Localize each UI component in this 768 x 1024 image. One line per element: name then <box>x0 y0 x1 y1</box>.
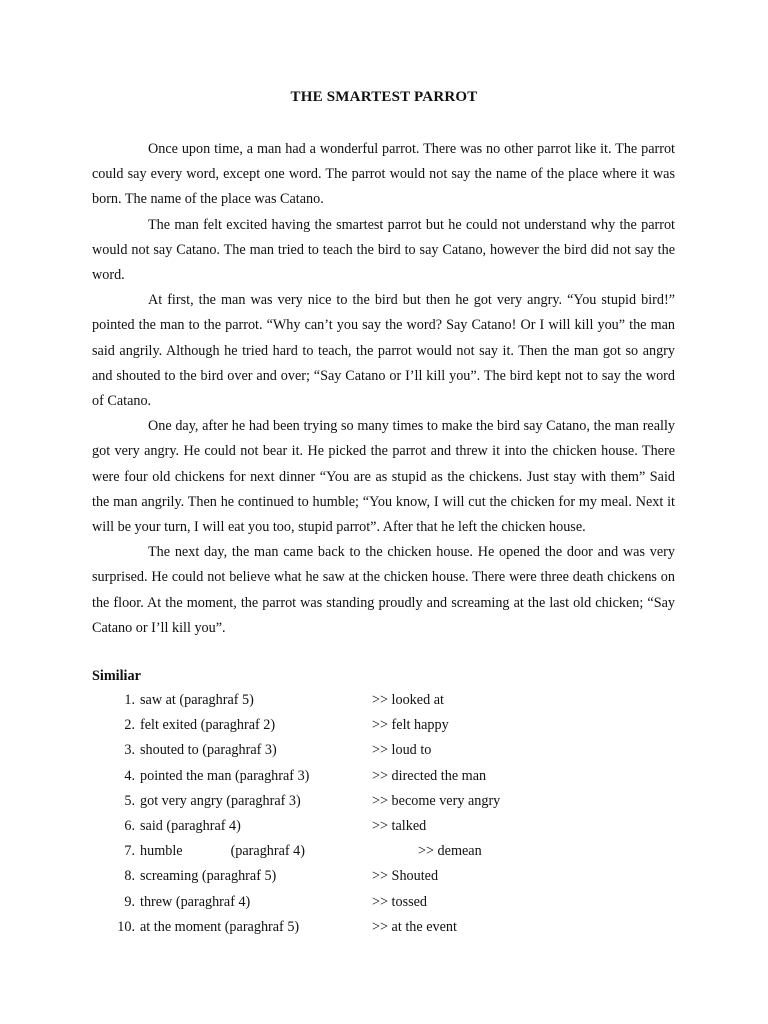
list-item-number: 10. <box>117 918 135 935</box>
story-paragraph-4: One day, after he had been trying so many times to make the bird say Catano, the man really got very angry. He could not bear it. He picked the parrot and threw it into the chicken house. There were four old chickens for next dinner “You are as stupid as the chickens. Just stay with them” Said the man angrily. Then he continued to humble; “You know, I will cut the chicken for my meal. Next it will be your turn, I will eat you too, stupid parrot”. After that he left the chicken house. <box>92 418 675 536</box>
list-item-meaning: >> looked at <box>372 692 444 708</box>
list-item-meaning: >> directed the man <box>372 767 487 784</box>
list-item-meaning: >> at the event <box>372 918 457 935</box>
story-body <box>92 137 675 641</box>
story-paragraph-2: The man felt excited having the smartest parrot but he could not understand why the parrot would not say Catano. The man tried to teach the bird to say Catano, however the bird did not say the word. <box>92 216 675 284</box>
list-item <box>0 915 768 940</box>
list-item-meaning: >> tossed <box>372 893 428 910</box>
list-item-number: 7. <box>124 843 135 860</box>
list-item-term: at the moment (paraghraf 5) <box>140 918 300 935</box>
list-item-term: shouted to (paraghraf 3) <box>140 742 277 759</box>
list-item-term-ref: (paraghraf 4) <box>230 843 305 860</box>
list-item-number: 2. <box>124 717 135 734</box>
list-item <box>0 789 768 814</box>
document-title: THE SMARTEST PARROT <box>290 89 478 105</box>
list-item-term: pointed the man (paraghraf 3) <box>140 767 310 784</box>
list-item-term: saw at (paraghraf 5) <box>140 692 254 708</box>
list-item-number: 6. <box>124 817 135 834</box>
list-item-number: 9. <box>124 893 135 910</box>
story-paragraph-5: The next day, the man came back to the chicken house. He opened the door and was very surprised. He could not believe what he saw at the chicken house. There were three death chickens on the floor. At the moment, the parrot was standing proudly and screaming at the last old chicken; “Say Catano or I’ll kill you”. <box>92 544 675 636</box>
list-item <box>0 839 768 864</box>
list-item-meaning: >> loud to <box>372 742 432 759</box>
list-item <box>0 738 768 763</box>
list-item-term: got very angry (paraghraf 3) <box>140 792 301 809</box>
list-item <box>0 814 768 839</box>
list-item-term <box>140 839 305 864</box>
list-item <box>0 864 768 889</box>
list-item-term: said (paraghraf 4) <box>140 817 241 834</box>
list-item-number: 4. <box>124 767 135 784</box>
list-item-term: felt exited (paraghraf 2) <box>140 717 276 734</box>
list-item-term: screaming (paraghraf 5) <box>140 868 277 885</box>
list-item <box>0 764 768 789</box>
list-item-term-word: humble <box>140 843 183 860</box>
story-paragraph-1: Once upon time, a man had a wonderful parrot. There was no other parrot like it. The parrot could say every word, except one word. The parrot would not say the name of the place where it was born. The name of the place was Catano. <box>92 141 675 208</box>
story-paragraph-3: At first, the man was very nice to the bird but then he got very angry. “You stupid bird!” pointed the man to the parrot. “Why can’t you say the word? Say Catano! Or I will kill you” the man said angrily. Although he tried hard to teach, the parrot would not say it. Then the man got so angry and shouted to the bird over and over; “Say Catano or I’ll kill you”. The bird kept not to say the word of Catano. <box>92 292 675 410</box>
list-item <box>0 890 768 915</box>
list-item-term: threw (paraghraf 4) <box>140 893 251 910</box>
list-item-number: 1. <box>124 692 135 708</box>
list-item-meaning: >> demean <box>418 843 482 860</box>
list-item-number: 5. <box>124 792 135 809</box>
list-item-meaning: >> become very angry <box>372 792 501 809</box>
similar-section-heading: Similiar <box>92 668 141 684</box>
list-item <box>0 713 768 738</box>
similar-word-list <box>0 688 768 940</box>
list-item-number: 3. <box>124 742 135 759</box>
list-item <box>0 688 768 713</box>
list-item-number: 8. <box>124 868 135 885</box>
list-item-meaning: >> talked <box>372 817 427 834</box>
list-item-meaning: >> Shouted <box>372 868 439 885</box>
list-item-meaning: >> felt happy <box>372 717 449 734</box>
